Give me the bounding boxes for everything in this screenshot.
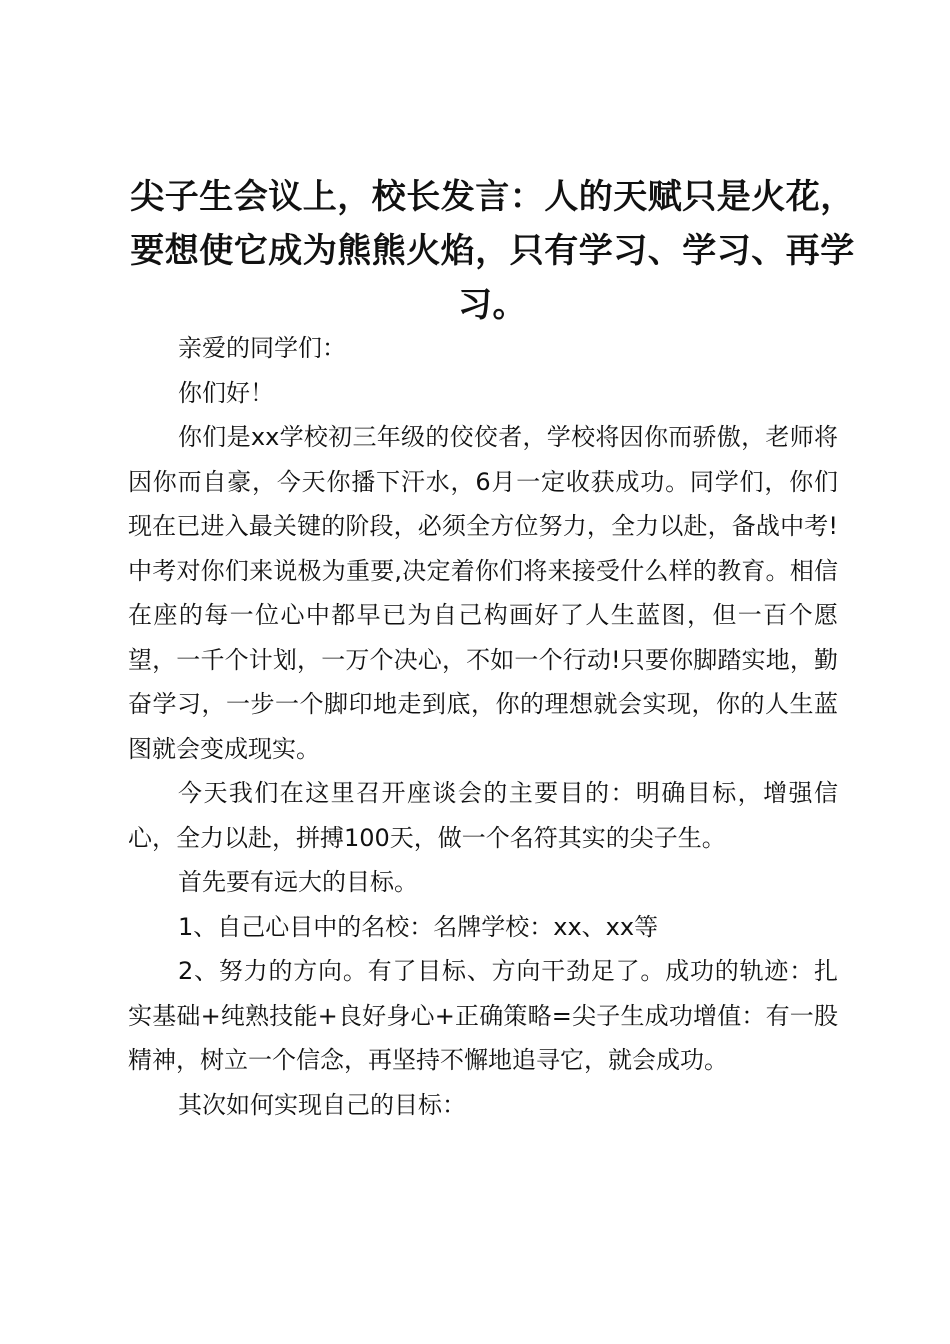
greeting: 你们好！ — [178, 378, 274, 407]
body-paragraph: 其次如何实现自己的目标： — [178, 1090, 466, 1119]
list-item: 2、努力的方向。有了目标、方向干劲足了。成功的轨迹：扎实基础+纯熟技能+良好身心+正确策略=尖子生成功增值：有一股精神，树立一个信念，再坚持不懈地追寻它，就会成功。 — [128, 957, 838, 1074]
body-paragraph: 首先要有远大的目标。 — [178, 868, 418, 896]
salutation: 亲爱的同学们： — [178, 334, 346, 362]
list-item: 1、自己心目中的名校：名牌学校：xx、xx等 — [178, 912, 659, 941]
body-paragraph: 今天我们在这里召开座谈会的主要目的：明确目标，增强信心，全力以赴，拼搏100天，做一个名符其实的尖子生。 — [128, 779, 838, 852]
document-title: 尖子生会议上，校长发言：人的天赋只是火花，要想使它成为熊熊火焰，只有学习、学习、再学习。 — [130, 177, 855, 325]
document-body — [128, 326, 838, 1127]
body-paragraph: 你们是xx学校初三年级的佼佼者，学校将因你而骄傲，老师将因你而自豪，今天你播下汗水，6月一定收获成功。同学们，你们现在已进入最关键的阶段，必须全方位努力，全力以赴，备战中考!中考对你们来说极为重要,决定着你们将来接受什么样的教育。相信在座的每一位心中都早已为自己构画好了人生蓝图，但一百个愿望，一千个计划，一万个决心，不如一个行动!只要你脚踏实地，勤奋学习，一步一个脚印地走到底，你的理想就会实现，你的人生蓝图就会变成现实。 — [128, 423, 838, 763]
